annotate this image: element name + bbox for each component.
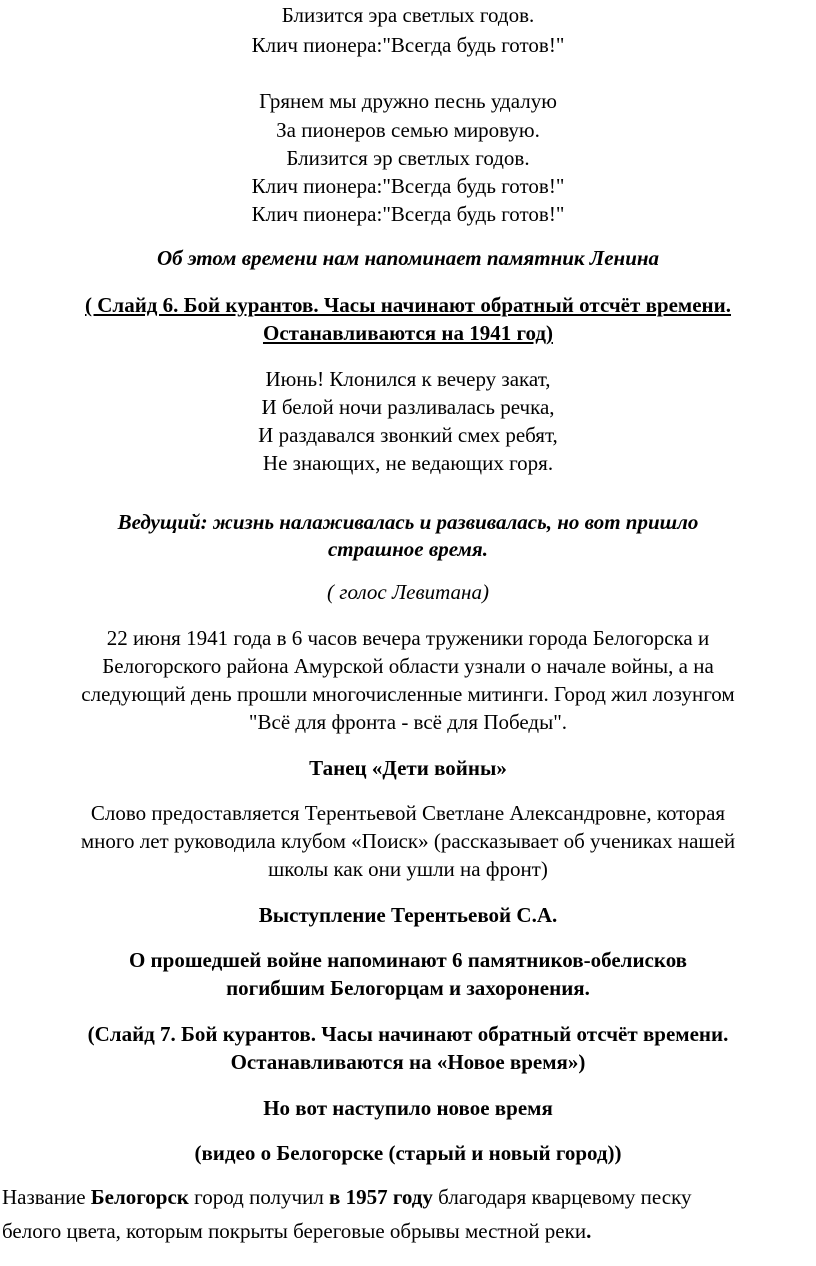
paragraph-line: следующий день прошли многочисленные митинги. Город жил лозунгом: [81, 682, 735, 706]
poem-line: Не знающих, не ведающих горя.: [262, 451, 554, 475]
host-line: Ведущий: жизнь налаживалась и развивалась, но вот пришло: [117, 510, 699, 534]
poem-line: Июнь! Клонился к вечеру закат,: [265, 367, 551, 391]
slide7-note: (Слайд 7. Бой курантов. Часы начинают обратный отсчёт времени.: [87, 1022, 729, 1046]
final-text: город получил: [188, 1185, 330, 1209]
final-text: белого цвета, которым покрыты береговые обрывы местной реки: [2, 1219, 587, 1243]
paragraph-line: 22 июня 1941 года в 6 часов вечера труженики города Белогорска и: [106, 626, 710, 650]
paragraph-line: школы как они ушли на фронт): [268, 857, 548, 881]
monuments-line: О прошедшей войне напоминают 6 памятников-обелисков: [128, 948, 688, 972]
poem-line: Клич пионера:"Всегда будь готов!": [251, 33, 565, 57]
levitan-note: ( голос Левитана): [327, 580, 489, 604]
paragraph-line: Белогорского района Амурской области узнали о начале войны, а на: [102, 654, 714, 678]
lenin-heading: Об этом времени нам напоминает памятник Ленина: [156, 246, 660, 270]
paragraph-line: "Всё для фронта - всё для Победы".: [248, 710, 568, 734]
new-time-heading: Но вот наступило новое время: [263, 1096, 553, 1120]
final-text: благодаря кварцевому песку: [432, 1185, 692, 1209]
host-line: страшное время.: [327, 537, 488, 561]
poem-line: И белой ночи разливалась речка,: [261, 395, 555, 419]
poem-line: Клич пионера:"Всегда будь готов!": [251, 202, 565, 226]
poem-line: Близится эр светлых годов.: [286, 146, 530, 170]
paragraph-line: Слово предоставляется Терентьевой Светлане Александровне, которая: [90, 801, 726, 825]
slide6-note: Останавливаются на 1941 год): [262, 321, 553, 345]
slide6-note: ( Слайд 6. Бой курантов. Часы начинают обратный отсчёт времени.: [85, 293, 731, 317]
final-bold-period: .: [586, 1219, 592, 1243]
dance-heading: Танец «Дети войны»: [309, 756, 507, 780]
final-text: Название: [2, 1185, 91, 1209]
poem-line: Близится эра светлых годов.: [281, 3, 535, 27]
monuments-line: погибшим Белогорцам и захоронения.: [226, 976, 590, 1000]
poem-line: За пионеров семью мировую.: [276, 118, 540, 142]
poem-line: Грянем мы дружно песнь удалую: [259, 89, 557, 113]
final-paragraph-line: [2, 1185, 691, 1209]
poem-line: И раздавался звонкий смех ребят,: [258, 423, 558, 447]
poem-line: Клич пионера:"Всегда будь готов!": [251, 174, 565, 198]
paragraph-line: много лет руководила клубом «Поиск» (рассказывает об учениках нашей: [80, 829, 736, 853]
speech-heading: Выступление Терентьевой С.А.: [258, 903, 558, 927]
slide7-note: Останавливаются на «Новое время»): [230, 1050, 586, 1074]
video-note: (видео о Белогорске (старый и новый город)): [194, 1141, 622, 1165]
final-bold-city: Белогорск: [90, 1185, 189, 1209]
final-bold-year: в 1957 году: [329, 1185, 433, 1209]
final-paragraph-line: [2, 1219, 591, 1243]
